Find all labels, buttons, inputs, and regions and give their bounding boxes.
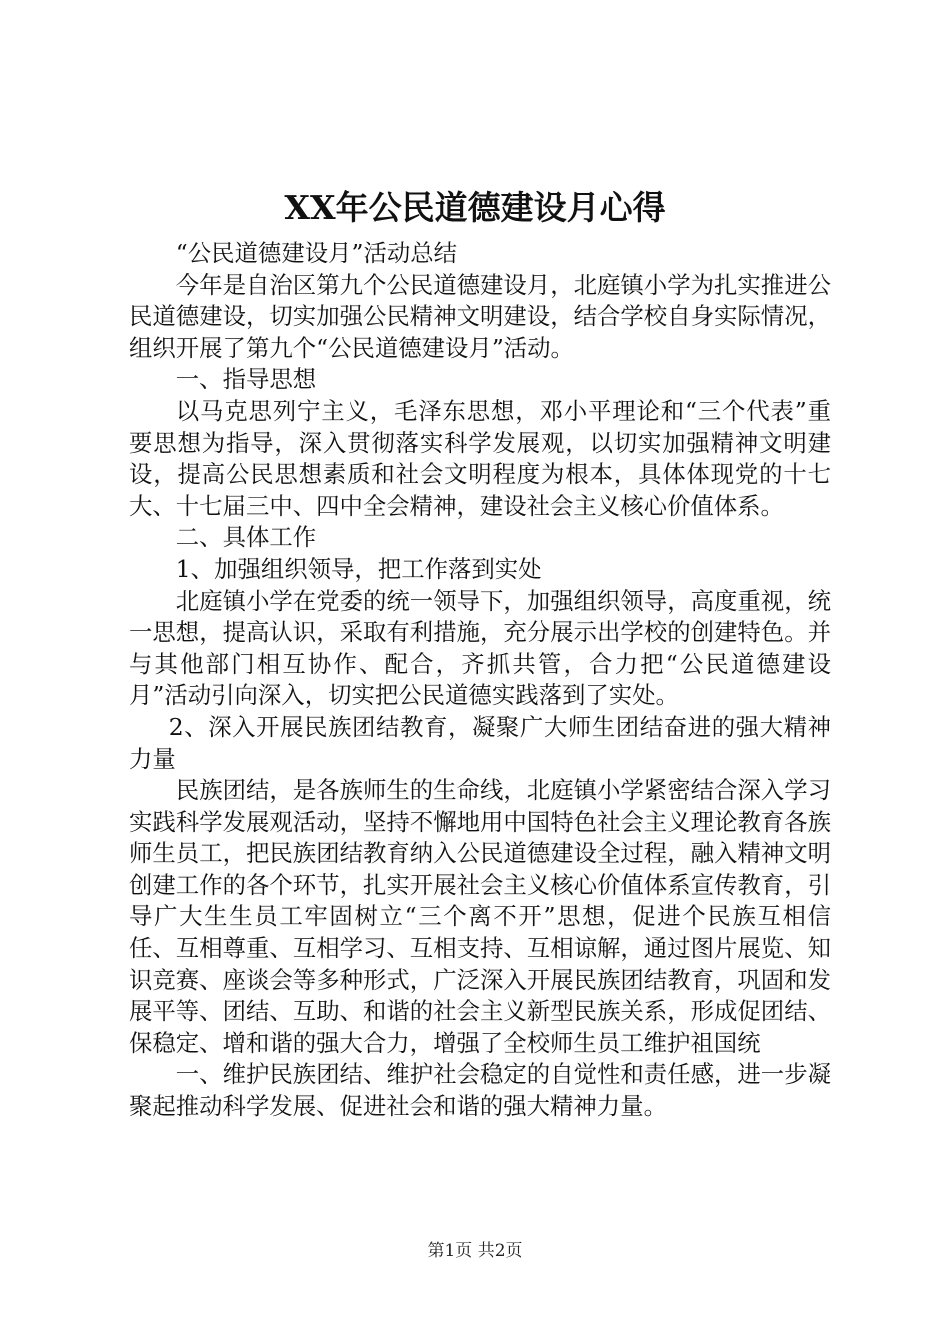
paragraph-guiding-thought: 以马克思列宁主义，毛泽东思想，邓小平理论和“三个代表”重要思想为指导，深入贯彻落实科学发展观，以切实加强精神文明建设，提高公民思想素质和社会文明程度为根本，具体体现党的十七大、十七届三中、四中全会精神，建设社会主义核心价值体系。 [129, 396, 831, 520]
document-title: XX年公民道德建设月心得 [284, 188, 666, 227]
paragraph-summary-heading: “公民道德建设月”活动总结 [175, 239, 458, 267]
subheading-ethnic-unity: 2、深入开展民族团结教育，凝聚广大师生团结奋进的强大精神力量 [129, 712, 831, 773]
document-body [129, 238, 831, 1123]
paragraph-ethnic-unity: 民族团结，是各族师生的生命线，北庭镇小学紧密结合深入学习实践科学发展观活动，坚持不懈地用中国特色社会主义理论教育各族师生员工，把民族团结教育纳入公民道德建设全过程，融入精神文明创建工作的各个环节，扎实开展社会主义核心价值体系宣传教育，引导广大生生员工牢固树立“三个离不开”思想，促进个民族互相信任、互相尊重、互相学习、互相支持、互相谅解，通过图片展览、知识竞赛、座谈会等多种形式，广泛深入开展民族团结教育，巩固和发展平等、团结、互助、和谐的社会主义新型民族关系，形成促团结、保稳定、增和谐的强大合力，增强了全校师生员工维护祖国统 [129, 776, 831, 1057]
section-heading-guiding-thought: 一、指导思想 [175, 365, 317, 394]
subheading-organization: 1、加强组织领导，把工作落到实处 [175, 554, 542, 583]
paragraph-stability: 一、维护民族团结、维护社会稳定的自觉性和责任感，进一步凝聚起推动科学发展、促进社会和谐的强大精神力量。 [129, 1060, 831, 1121]
section-heading-specific-work: 二、具体工作 [175, 523, 317, 552]
page-number-footer: 第1页 共2页 [427, 1241, 523, 1261]
paragraph-organization: 北庭镇小学在党委的统一领导下，加强组织领导，高度重视，统一思想，提高认识，采取有利措施，充分展示出学校的创建特色。并与其他部门相互协作、配合，齐抓共管，合力把“公民道德建设月”活动引向深入，切实把公民道德实践落到了实处。 [129, 586, 831, 710]
paragraph-intro: 今年是自治区第九个公民道德建设月，北庭镇小学为扎实推进公民道德建设，切实加强公民精神文明建设，结合学校自身实际情况，组织开展了第九个“公民道德建设月”活动。 [129, 270, 831, 362]
